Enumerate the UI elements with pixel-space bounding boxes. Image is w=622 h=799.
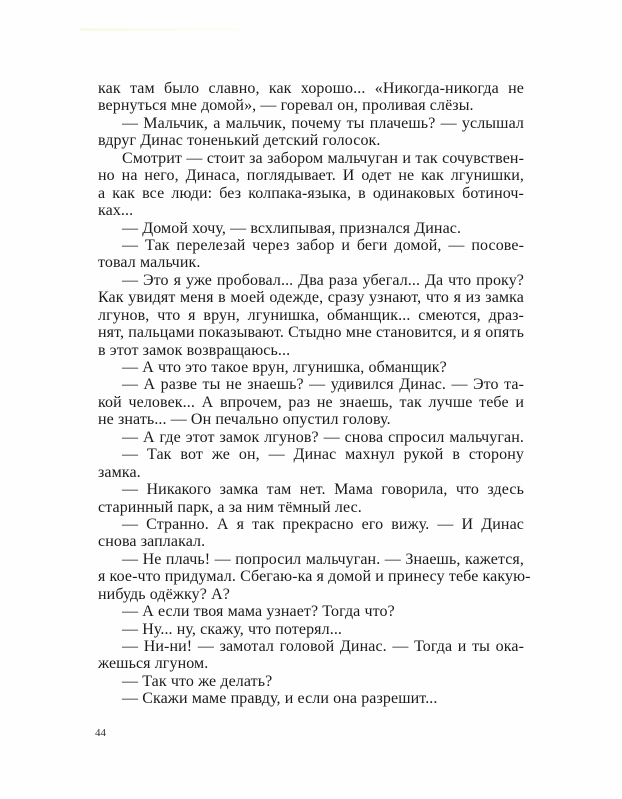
text-line: — А где этот замок лгунов? — снова спросил мальчуган. [122, 428, 524, 446]
text-line: в этот замок возвращаюсь... [98, 341, 291, 359]
text-line: лгунов, что я врун, лгунишка, обманщик... смеются, драз- [98, 306, 524, 324]
text-line: ках... [98, 202, 134, 220]
text-line: замка. [98, 463, 141, 481]
text-line: — Домой хочу, — всхлипывая, признался Динас. [122, 219, 462, 237]
page-number: 44 [95, 727, 106, 739]
text-line: старинный парк, а за ним тёмный лес. [98, 498, 362, 516]
text-line: — Никакого замка там нет. Мама говорила, что здесь [122, 481, 524, 499]
text-line: Как увидят меня в моей одежде, сразу узнают, что я из замка [98, 289, 524, 307]
text-line: — Так вот же он, — Динас махнул рукой в сторону [122, 446, 524, 464]
text-line: — Скажи маме правду, и если она разрешит... [122, 690, 438, 708]
text-line: — А если твоя мама узнает? Тогда что? [122, 603, 395, 621]
text-line: — Не плачь! — попросил мальчуган. — Знаешь, кажется, [122, 550, 524, 568]
text-line: я кое-что придумал. Сбегаю-ка я домой и принесу тебе какую- [98, 568, 531, 586]
text-line: товал мальчик. [98, 254, 201, 272]
text-line: — А разве ты не знаешь? — удивился Динас. — Это та- [122, 376, 524, 394]
text-line: нят, пальцами показывают. Стыдно мне становится, и я опять [98, 324, 524, 342]
text-line: — Странно. А я так прекрасно его вижу. — И Динас [122, 515, 524, 533]
text-line: но на него, Динаса, поглядывает. И одет не как лгунишки, [98, 167, 524, 185]
text-line: не знать... — Он печально опустил голову. [98, 411, 391, 429]
text-line: а как все люди: без колпака-языка, в одинаковых ботиноч- [98, 184, 524, 202]
text-line: — Так что же делать? [122, 672, 273, 690]
text-line: как там было славно, как хорошо... «Никогда-никогда не [98, 80, 524, 97]
text-line: — Ни-ни! — замотал головой Динас. — Тогда и ты ока- [122, 638, 524, 655]
text-line: вдруг Динас тоненький детский голосок. [98, 132, 381, 150]
text-line: Смотрит — стоит за забором мальчуган и так сочувствен- [122, 149, 524, 167]
text-line: — Ну... ну, скажу, что потерял... [122, 620, 343, 638]
text-line: снова заплакал. [98, 533, 206, 551]
text-line: — Мальчик, а мальчик, почему ты плачешь? — услышал [122, 114, 524, 132]
text-line: вернуться мне домой», — горевал он, проливая слёзы. [98, 97, 474, 115]
page-body-text [98, 80, 531, 708]
text-line: жешься лгуном. [98, 655, 209, 673]
text-line: — Это я уже пробовал... Два раза убегал... Да что проку? [122, 271, 524, 289]
text-line: — Так перелезай через забор и беги домой, — посове- [122, 236, 524, 254]
scan-artifact [80, 28, 290, 31]
text-line: — А что это такое врун, лгунишка, обманщик? [122, 359, 447, 376]
text-line: кой человек... А впрочем, раз не знаешь, так лучше тебе и [98, 393, 524, 411]
text-line: нибудь одёжку? А? [98, 585, 230, 603]
